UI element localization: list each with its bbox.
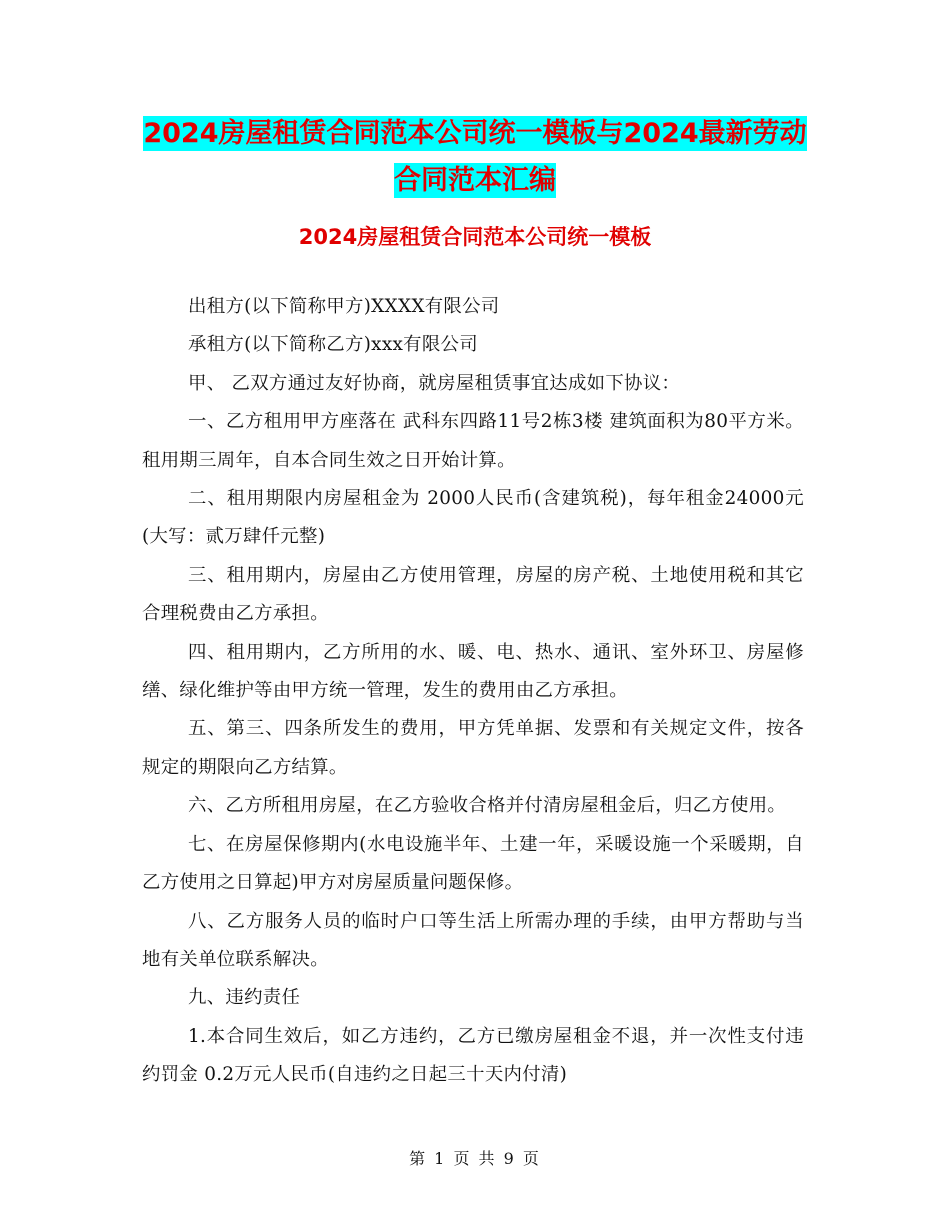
document-title-line-2: 合同范本汇编	[394, 165, 556, 196]
paragraph-clause-9-1: 1.本合同生效后，如乙方违约，乙方已缴房屋租金不退，并一次性支付违约罚金 0.2万元人民币(自违约之日起三十天内付清)	[142, 1025, 804, 1086]
paragraph-lessee: 承租方(以下简称乙方)xxx有限公司	[188, 334, 478, 356]
paragraph-clause-9-heading: 九、违约责任	[188, 987, 301, 1009]
paragraph-clause-1: 一、乙方租用甲方座落在 武科东四路11号2栋3楼 建筑面积为80平方米。租用期三周年，自本合同生效之日开始计算。	[142, 411, 804, 471]
paragraph-clause-7: 七、在房屋保修期内(水电设施半年、土建一年，采暖设施一个采暖期，自乙方使用之日算起)甲方对房屋质量问题保修。	[142, 833, 804, 894]
paragraph-agreement-intro: 甲、 乙双方通过友好协商，就房屋租赁事宜达成如下协议：	[188, 372, 681, 394]
paragraph-clause-2: 二、租用期限内房屋租金为 2000人民币(含建筑税)，每年租金24000元 (大写：贰万肆仟元整)	[142, 488, 804, 548]
paragraph-clause-3: 三、租用期内，房屋由乙方使用管理，房屋的房产税、土地使用税和其它合理税费由乙方承担。	[142, 564, 804, 625]
paragraph-clause-5: 五、第三、四条所发生的费用，甲方凭单据、发票和有关规定文件，按各规定的期限向乙方结算。	[142, 718, 804, 778]
contract-body	[142, 288, 804, 1095]
document-title	[140, 110, 810, 204]
document-title-line-1: 2024房屋租赁合同范本公司统一模板与2024最新劳动	[143, 118, 807, 149]
paragraph-lessor: 出租方(以下简称甲方)XXXX有限公司	[188, 296, 500, 317]
page-footer: 第 1 页 共 9 页	[409, 1149, 541, 1168]
paragraph-clause-4: 四、租用期内，乙方所用的水、暖、电、热水、通讯、室外环卫、房屋修缮、绿化维护等由甲方统一管理，发生的费用由乙方承担。	[142, 641, 804, 702]
paragraph-clause-6: 六、乙方所租用房屋，在乙方验收合格并付清房屋租金后，归乙方使用。	[188, 795, 787, 817]
paragraph-clause-8: 八、乙方服务人员的临时户口等生活上所需办理的手续，由甲方帮助与当地有关单位联系解决。	[142, 910, 804, 970]
section-title: 2024房屋租赁合同范本公司统一模板	[298, 225, 652, 249]
